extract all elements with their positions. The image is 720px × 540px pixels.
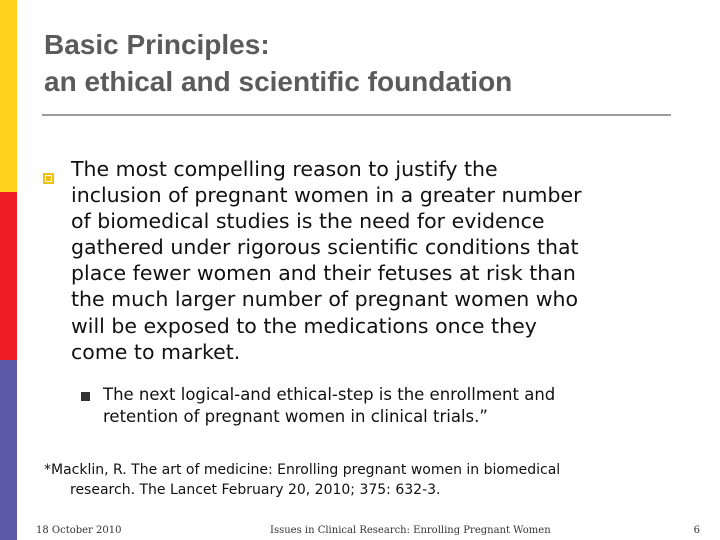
bullet-text-line: inclusion of pregnant women in a greater number <box>71 183 582 208</box>
slide-title-line: Basic Principles: <box>44 29 270 60</box>
bullet-text-line: the much larger number of pregnant women who <box>71 287 579 312</box>
title-divider <box>42 114 671 116</box>
footer-page-number: 6 <box>693 525 700 536</box>
slide-title <box>44 26 684 100</box>
footer-title: Issues in Clinical Research: Enrolling Pregnant Women <box>270 525 551 536</box>
footer-date: 18 October 2010 <box>36 525 122 536</box>
accent-stripe-red <box>0 192 17 360</box>
citation <box>44 460 684 500</box>
main-bullet-text <box>71 156 691 365</box>
bullet-text-line: will be exposed to the medications once they <box>71 313 537 338</box>
bullet-text-line: place fewer women and their fetuses at risk than <box>71 261 576 286</box>
sub-bullet-text <box>103 384 703 428</box>
sub-bullet-text-line: The next logical-and ethical-step is the enrollment and <box>103 385 556 404</box>
bullet-text-line: The most compelling reason to justify the <box>71 157 498 181</box>
sub-bullet-text-line: retention of pregnant women in clinical trials.” <box>103 407 488 426</box>
bullet-text-line: of biomedical studies is the need for evidence <box>71 209 545 234</box>
hollow-square-bullet-icon <box>40 170 56 186</box>
accent-stripe-purple <box>0 360 17 540</box>
citation-line: *Macklin, R. The art of medicine: Enrolling pregnant women in biomedical <box>44 462 561 478</box>
bullet-text-line: come to market. <box>71 339 241 364</box>
filled-square-bullet-icon <box>81 392 90 401</box>
slide-title-line: an ethical and scientific foundation <box>44 66 513 97</box>
citation-line: research. The Lancet February 20, 2010; 375: 632-3. <box>70 482 441 498</box>
accent-stripe-yellow <box>0 0 17 192</box>
bullet-text-line: gathered under rigorous scientific conditions that <box>71 235 579 260</box>
